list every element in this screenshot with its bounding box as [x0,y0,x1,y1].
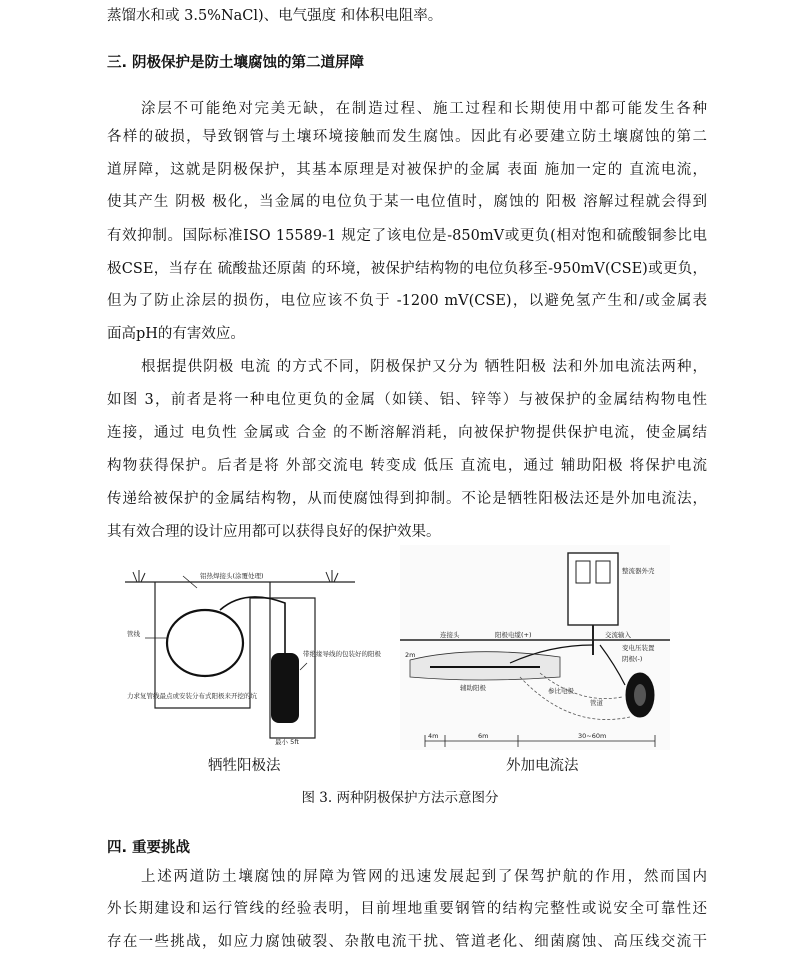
paragraph-line: 连接，通过 电负性 金属或 合金 的不断溶解消耗，向被保护物提供保护电流，使金属结 [107,425,707,441]
paragraph-line: 涂层不可能绝对完美无缺，在制造过程、施工过程和长期使用中都可能发生各种 [141,101,707,117]
paragraph-line: 面高pH的有害效应。 [107,326,245,342]
section-3-heading: 三. 阴极保护是防土壤腐蚀的第二道屏障 [107,55,365,71]
paragraph-line: 外长期建设和运行管线的经验表明，目前埋地重要钢管的结构完整性或说安全可靠性还 [107,901,707,917]
transformer-label: 变电压装置 [622,644,655,652]
rectifier-label: 整流器外壳 [622,567,655,575]
pipe-label: 管线 [127,630,140,638]
sacrificial-anode-diagram [125,558,381,748]
paragraph-line: 极CSE，当存在 硫酸盐还原菌 的环境，被保护结构物的电位负移至-950mV(CSE)或更负， [107,261,707,277]
left-figure-label: 牺牲阳极法 [208,758,281,774]
paragraph-line: 根据提供阴极 电流 的方式不同，阴极保护又分为 牺牲阳极 法和外加电流法两种， [141,359,707,375]
impressed-current-diagram [400,545,670,750]
ac-input-label: 交流输入 [605,631,631,639]
pipe-section [167,610,243,676]
paragraph-line: 道屏障，这就是阴极保护，其基本原理是对被保护的金属 表面 施加一定的 直流电流， [107,162,707,178]
anode-bed [410,652,560,680]
positive-cable-label: 阳极电缆(+) [495,631,532,639]
reference-electrode-label: 参比电极 [548,687,574,695]
paragraph-line: 其有效合理的设计应用都可以获得良好的保护效果。 [107,524,441,540]
right-figure-label: 外加电流法 [506,758,579,774]
pipe-label: 管道 [590,699,603,707]
distance-label: 4m [428,732,439,740]
weld-label: 铝热焊接头(涂覆处理) [200,572,264,580]
anode-block [271,653,299,723]
section-4-heading: 四. 重要挑战 [107,840,191,856]
pit-label: 力求复管线最点或安装分布式阳极来开挖的坑 [127,692,257,700]
paragraph-line: 有效抑制。国际标准ISO 15589-1 规定了该电位是-850mV或更负(相对饱和硫酸铜参比电 [107,228,707,244]
paragraph-line: 上述两道防土壤腐蚀的屏障为管网的迅速发展起到了保驾护航的作用，然而国内 [141,869,707,885]
anode-label: 带绝缘导线的包装好的阳极 [303,650,381,658]
figure-caption: 图 3. 两种阴极保护方法示意图分 [301,790,499,806]
paragraph-line: 传递给被保护的金属结构物，从而使腐蚀得到抑制。不论是牺牲阳极法还是外加电流法， [107,491,707,507]
cathode-label: 阴极(-) [622,655,643,663]
top-line: 蒸馏水和或 3.5%NaCl)、电气强度 和体积电阻率。 [107,8,443,24]
distance-label: 30~60m [578,732,607,740]
paragraph-line: 但为了防止涂层的损伤，电位应该不负于 -1200 mV(CSE)，以避免氢产生和/或金属表 [107,293,707,309]
auxiliary-anode-label: 辅助阳极 [460,684,486,692]
depth-label: 2m [405,651,416,659]
paragraph-line: 如图 3，前者是将一种电位更负的金属（如镁、铝、锌等）与被保护的金属结构物电性 [107,392,707,408]
min-depth-label: 最小 5ft [275,738,299,746]
paragraph-line: 使其产生 阴极 极化，当金属的电位负于某一电位值时，腐蚀的 阳极 溶解过程就会得到 [107,194,707,210]
paragraph-line: 存在一些挑战，如应力腐蚀破裂、杂散电流干扰、管道老化、细菌腐蚀、高压线交流干 [107,934,707,950]
distance-label: 6m [478,732,489,740]
paragraph-line: 各样的破损，导致钢管与土壤环境接触而发生腐蚀。因此有必要建立防土壤腐蚀的第二 [107,129,707,145]
paragraph-line: 构物获得保护。后者是将 外部交流电 转变成 低压 直流电，通过 辅助阳极 将保护电流 [107,458,707,474]
connector-label: 连接头 [440,631,460,639]
